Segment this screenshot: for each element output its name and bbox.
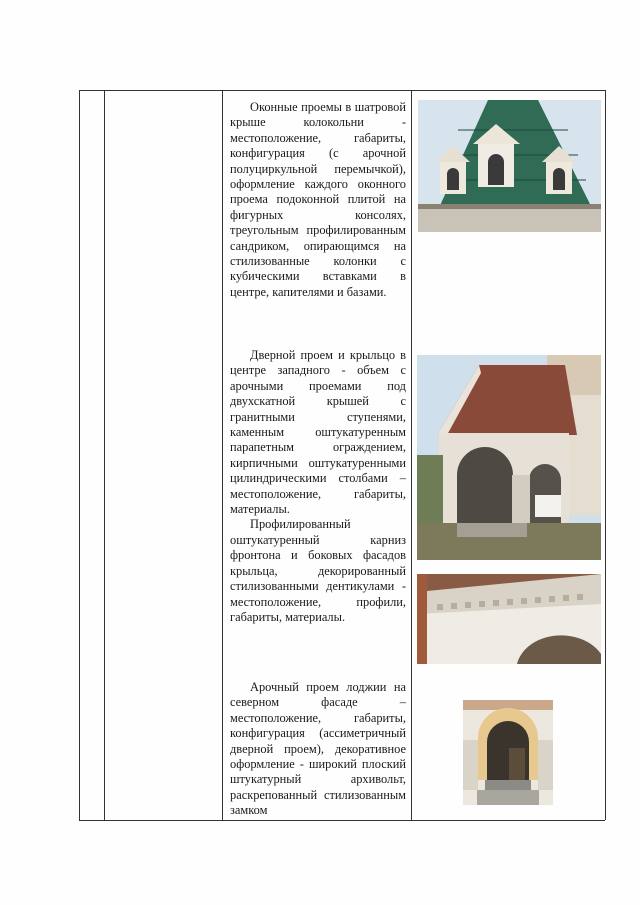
row1-text: Оконные проемы в шатровой крыше колокольни - местоположение, габариты, конфигурация (с арочной полуциркульной перемычкой), оформление каждого оконного проема подоконной плитой на фигурных консолях, треугольным профилированным сандриком, опирающимся на стилизованные колонки с кубическими вставками в центре, капителями и базами.: [230, 100, 406, 299]
table-border-col1: [104, 90, 105, 820]
table-border-left: [79, 90, 80, 820]
row2-text-cornice: Профилированный оштукатуренный карниз фронтона и боковых фасадов крыльца, декорированный стилизованными дентикулами - местоположение, профили, габариты, материалы.: [230, 517, 406, 624]
table-bottom-border: [79, 820, 605, 821]
photo-arched-loggia: [463, 700, 553, 805]
table-border-right: [605, 90, 606, 820]
photo-belltower-windows: [418, 100, 601, 232]
photo-cornice-dentils: [417, 574, 601, 664]
row2-description: [230, 348, 406, 625]
row3-text: Арочный проем лоджии на северном фасаде – местоположение, габариты, конфигурация (ассиметричный дверной проем), декоративное оформление - широкий плоский штукатурный архивольт, раскрепованный стилизованным замком: [230, 680, 406, 818]
photo-entrance-porch: [417, 355, 601, 560]
row1-description: [230, 100, 406, 300]
row2-text-porch: Дверной проем и крыльцо в центре западного - объем с арочными проемами под двухскатной крышей с гранитными ступенями, каменным оштукатуренным парапетным ограждением, кирпичными оштукатуренными цилиндрическими столбами – местоположение, габариты, материалы.: [230, 348, 406, 517]
table-border-col3: [411, 90, 412, 820]
table-border-col2: [222, 90, 223, 820]
row3-description: [230, 680, 406, 819]
table-top-border: [79, 90, 605, 91]
